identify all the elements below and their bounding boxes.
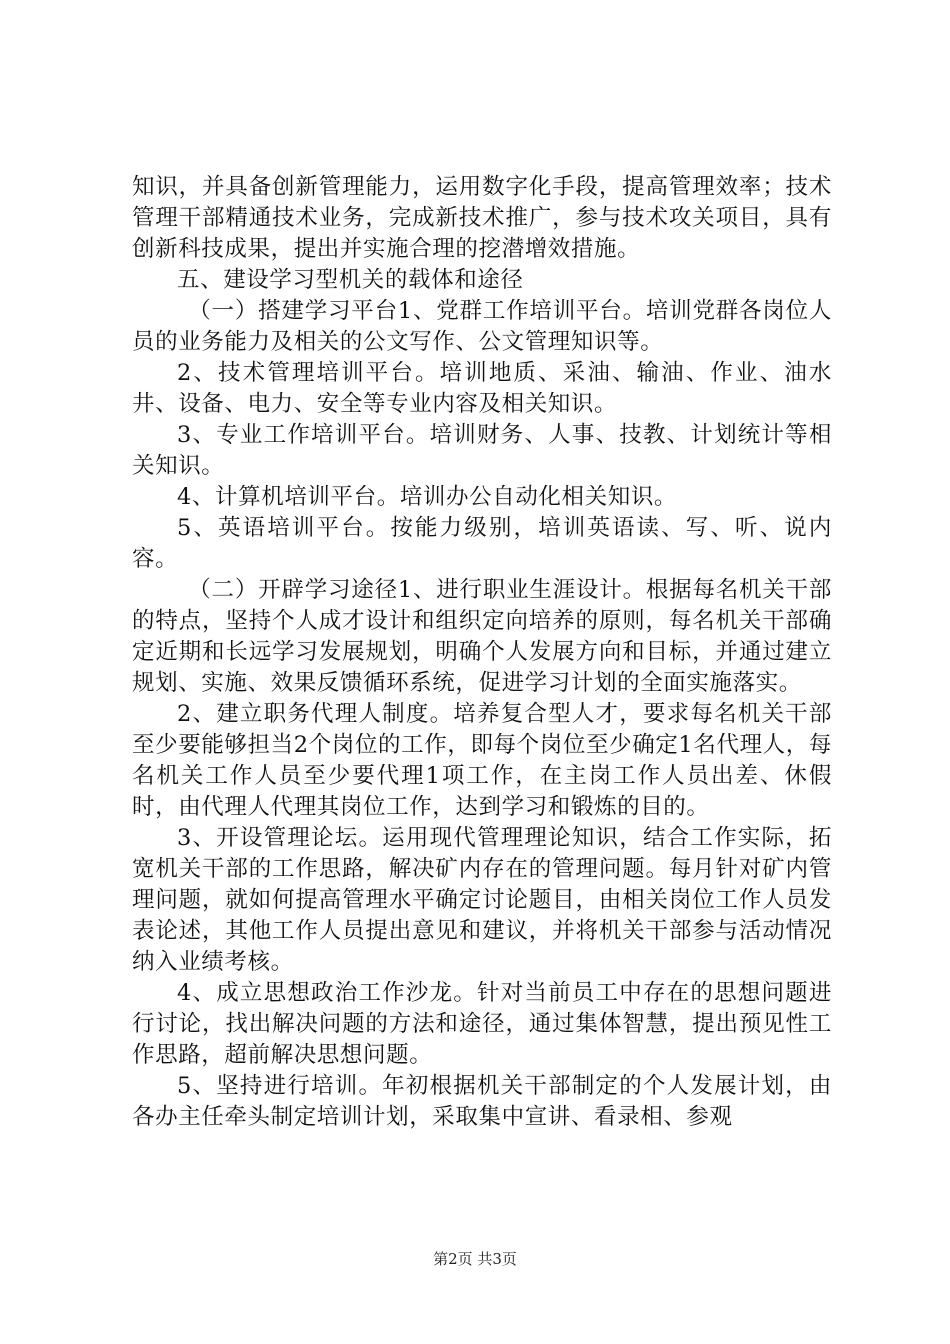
paragraph-subsection-1: （一）搭建学习平台1、党群工作培训平台。培训党群各岗位人员的业务能力及相关的公文写作、公文管理知识等。 — [132, 298, 832, 355]
page-number-footer: 第2页 共3页 — [433, 1250, 517, 1268]
paragraph-item: 5、坚持进行培训。年初根据机关干部制定的个人发展计划，由各办主任牵头制定培训计划，采取集中宣讲、看录相、参观 — [132, 1073, 832, 1130]
paragraph-item: 2、建立职务代理人制度。培养复合型人才，要求每名机关干部至少要能够担当2个岗位的工作，即每个岗位至少确定1名代理人，每名机关工作人员至少要代理1项工作，在主岗工作人员出差、休假时，由代理人代理其岗位工作，达到学习和锻炼的目的。 — [132, 701, 832, 820]
paragraph-item: 3、专业工作培训平台。培训财务、人事、技教、计划统计等相关知识。 — [132, 422, 832, 479]
paragraph-item: 3、开设管理论坛。运用现代管理理论知识，结合工作实际，拓宽机关干部的工作思路，解决矿内存在的管理问题。每月针对矿内管理问题，就如何提高管理水平确定讨论题目，由相关岗位工作人员发表论述，其他工作人员提出意见和建议，并将机关干部参与活动情况纳入业绩考核。 — [132, 825, 832, 975]
paragraph-item: 5、英语培训平台。按能力级别，培训英语读、写、听、说内容。 — [132, 515, 832, 572]
paragraph-subsection-2: （二）开辟学习途径1、进行职业生涯设计。根据每名机关干部的特点，坚持个人成才设计和组织定向培养的原则，每名机关干部确定近期和长远学习发展规划，明确个人发展方向和目标，并通过建立规划、实施、效果反馈循环系统，促进学习计划的全面实施落实。 — [132, 577, 832, 696]
paragraph-item: 2、技术管理培训平台。培训地质、采油、输油、作业、油水井、设备、电力、安全等专业内容及相关知识。 — [132, 360, 832, 417]
paragraph-continuation: 知识，并具备创新管理能力，运用数字化手段，提高管理效率；技术管理干部精通技术业务，完成新技术推广，参与技术攻关项目，具有创新科技成果，提出并实施合理的挖潜增效措施。 — [132, 174, 832, 262]
section-heading: 五、建设学习型机关的载体和途径 — [177, 267, 524, 293]
paragraph-item: 4、成立思想政治工作沙龙。针对当前员工中存在的思想问题进行讨论，找出解决问题的方法和途径，通过集体智慧，提出预见性工作思路，超前解决思想问题。 — [132, 980, 832, 1068]
document-body — [132, 172, 832, 1133]
paragraph-item: 4、计算机培训平台。培训办公自动化相关知识。 — [177, 484, 678, 510]
